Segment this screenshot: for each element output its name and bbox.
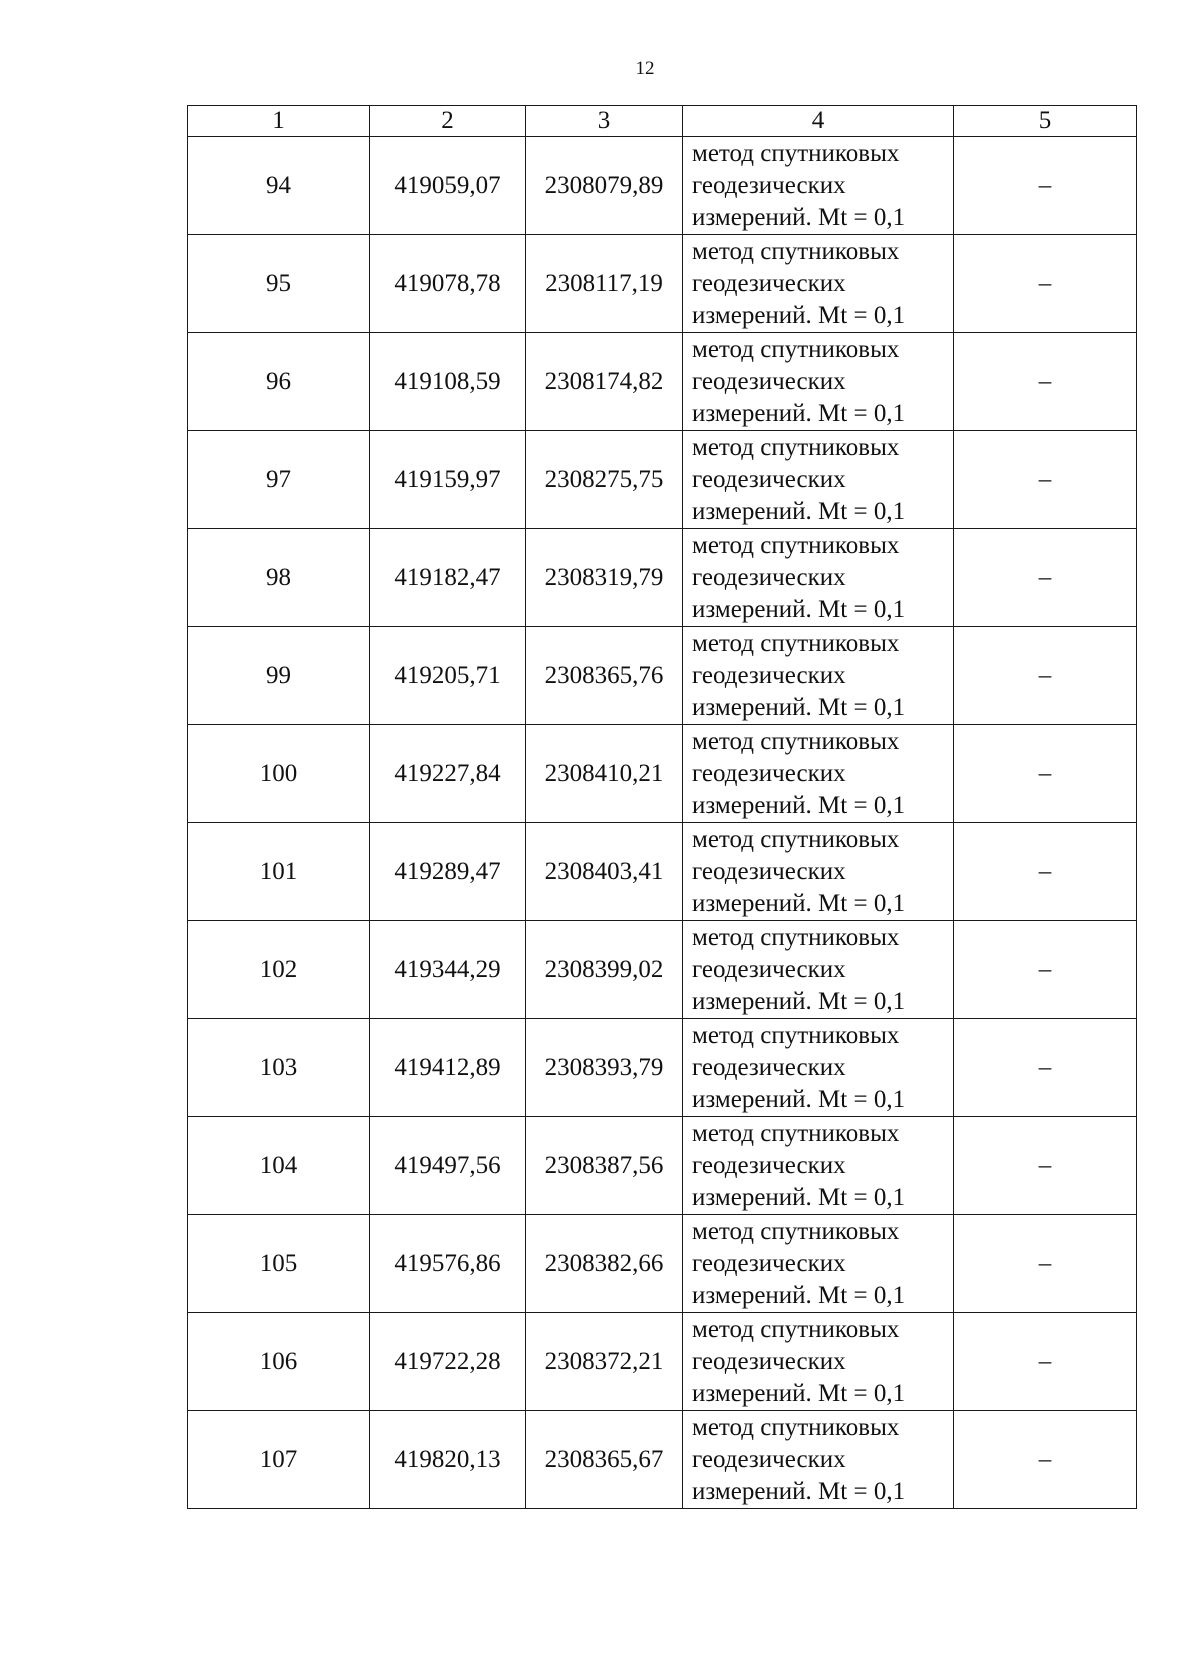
method-cell [683,627,954,725]
method-line: метод спутниковых [692,629,900,657]
coord-y-cell: 2308079,89 [526,137,683,235]
table-row [188,1117,1137,1215]
coord-x-cell: 419576,86 [370,1215,526,1313]
point-number-cell: 101 [188,823,370,921]
coord-y-cell: 2308399,02 [526,921,683,1019]
coord-y-cell: 2308372,21 [526,1313,683,1411]
note-cell: – [954,137,1137,235]
method-cell [683,529,954,627]
point-number-cell: 105 [188,1215,370,1313]
point-number-cell: 98 [188,529,370,627]
point-number-cell: 107 [188,1411,370,1509]
table-row [188,235,1137,333]
point-number-cell: 106 [188,1313,370,1411]
note-cell: – [954,1019,1137,1117]
note-cell: – [954,529,1137,627]
method-line: метод спутниковых [692,335,900,363]
method-cell [683,1411,954,1509]
method-line: измерений. Mt = 0,1 [692,1085,906,1113]
method-line: измерений. Mt = 0,1 [692,399,906,427]
header-row [188,106,1137,137]
method-line: геодезических [692,563,846,591]
point-number-cell: 96 [188,333,370,431]
method-cell [683,921,954,1019]
note-cell: – [954,921,1137,1019]
coord-y-cell: 2308319,79 [526,529,683,627]
note-cell: – [954,333,1137,431]
method-line: геодезических [692,661,846,689]
method-line: геодезических [692,955,846,983]
point-number-cell: 99 [188,627,370,725]
note-cell: – [954,431,1137,529]
coord-x-cell: 419159,97 [370,431,526,529]
method-line: метод спутниковых [692,1315,900,1343]
coord-y-cell: 2308403,41 [526,823,683,921]
method-line: метод спутниковых [692,1217,900,1245]
point-number-cell: 94 [188,137,370,235]
coordinates-table [187,105,1137,1509]
method-line: измерений. Mt = 0,1 [692,889,906,917]
method-line: измерений. Mt = 0,1 [692,987,906,1015]
table-row [188,1215,1137,1313]
method-line: метод спутниковых [692,1119,900,1147]
method-line: геодезических [692,857,846,885]
note-cell: – [954,1117,1137,1215]
note-cell: – [954,1313,1137,1411]
method-line: измерений. Mt = 0,1 [692,693,906,721]
method-line: метод спутниковых [692,237,900,265]
table-body [188,137,1137,1509]
method-line: метод спутниковых [692,923,900,951]
note-cell: – [954,725,1137,823]
coord-y-cell: 2308382,66 [526,1215,683,1313]
method-line: измерений. Mt = 0,1 [692,301,906,329]
coord-y-cell: 2308393,79 [526,1019,683,1117]
table-row [188,137,1137,235]
method-line: метод спутниковых [692,139,900,167]
coord-x-cell: 419108,59 [370,333,526,431]
coord-y-cell: 2308365,67 [526,1411,683,1509]
method-line: измерений. Mt = 0,1 [692,1379,906,1407]
method-line: геодезических [692,171,846,199]
point-number-cell: 97 [188,431,370,529]
note-cell: – [954,627,1137,725]
method-cell [683,333,954,431]
method-line: измерений. Mt = 0,1 [692,791,906,819]
method-line: метод спутниковых [692,433,900,461]
method-cell [683,137,954,235]
coord-y-cell: 2308365,76 [526,627,683,725]
method-line: метод спутниковых [692,825,900,853]
method-line: измерений. Mt = 0,1 [692,203,906,231]
coord-x-cell: 419412,89 [370,1019,526,1117]
coord-x-cell: 419344,29 [370,921,526,1019]
method-cell [683,235,954,333]
method-line: измерений. Mt = 0,1 [692,1183,906,1211]
method-line: измерений. Mt = 0,1 [692,1477,906,1505]
coord-y-cell: 2308174,82 [526,333,683,431]
table-row [188,627,1137,725]
note-cell: – [954,235,1137,333]
table-row [188,921,1137,1019]
method-line: геодезических [692,1053,846,1081]
method-line: измерений. Mt = 0,1 [692,595,906,623]
page-number: 12 [635,58,655,79]
coord-x-cell: 419078,78 [370,235,526,333]
method-line: метод спутниковых [692,727,900,755]
coord-y-cell: 2308275,75 [526,431,683,529]
table-row [188,1313,1137,1411]
table-row [188,529,1137,627]
method-cell [683,1215,954,1313]
coord-y-cell: 2308387,56 [526,1117,683,1215]
method-line: геодезических [692,465,846,493]
table-row [188,431,1137,529]
method-line: геодезических [692,1347,846,1375]
method-line: метод спутниковых [692,1021,900,1049]
header-col-3: 3 [526,106,683,137]
method-cell [683,1019,954,1117]
method-cell [683,1117,954,1215]
point-number-cell: 104 [188,1117,370,1215]
coord-x-cell: 419289,47 [370,823,526,921]
header-col-1: 1 [188,106,370,137]
header-col-4: 4 [683,106,954,137]
method-line: геодезических [692,759,846,787]
coord-x-cell: 419205,71 [370,627,526,725]
method-cell [683,431,954,529]
method-line: измерений. Mt = 0,1 [692,1281,906,1309]
method-cell [683,1313,954,1411]
method-line: геодезических [692,269,846,297]
method-line: геодезических [692,1249,846,1277]
method-line: геодезических [692,1445,846,1473]
coord-x-cell: 419227,84 [370,725,526,823]
table-row [188,823,1137,921]
table-row [188,333,1137,431]
coord-x-cell: 419722,28 [370,1313,526,1411]
method-line: геодезических [692,1151,846,1179]
method-cell [683,725,954,823]
method-cell [683,823,954,921]
note-cell: – [954,1411,1137,1509]
coord-x-cell: 419059,07 [370,137,526,235]
point-number-cell: 103 [188,1019,370,1117]
header-col-2: 2 [370,106,526,137]
note-cell: – [954,823,1137,921]
method-line: метод спутниковых [692,531,900,559]
method-line: метод спутниковых [692,1413,900,1441]
coord-x-cell: 419182,47 [370,529,526,627]
note-cell: – [954,1215,1137,1313]
method-line: измерений. Mt = 0,1 [692,497,906,525]
point-number-cell: 102 [188,921,370,1019]
coord-y-cell: 2308410,21 [526,725,683,823]
table-row [188,1411,1137,1509]
table-row [188,1019,1137,1117]
coord-x-cell: 419820,13 [370,1411,526,1509]
coord-y-cell: 2308117,19 [526,235,683,333]
point-number-cell: 95 [188,235,370,333]
header-col-5: 5 [954,106,1137,137]
coord-x-cell: 419497,56 [370,1117,526,1215]
table-row [188,725,1137,823]
method-line: геодезических [692,367,846,395]
point-number-cell: 100 [188,725,370,823]
table-header [188,106,1137,137]
